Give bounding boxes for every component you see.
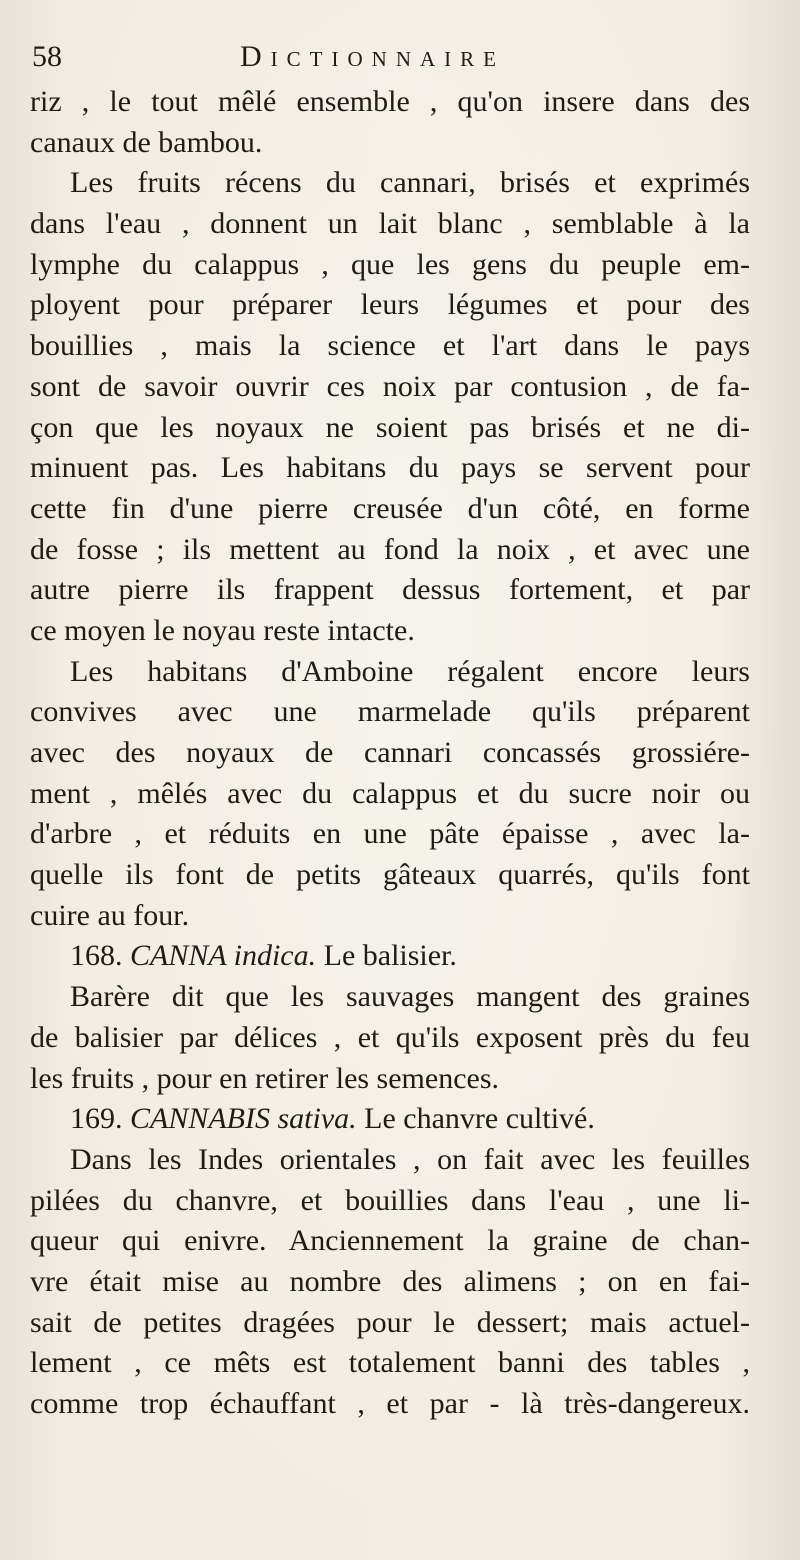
text-line: convives avec une marmelade qu'ils préparent [30,695,750,729]
body-text [30,82,750,1425]
text-line: Barère dit que les sauvages mangent des graines [70,980,750,1014]
text-line: autre pierre ils frappent dessus fortement, et par [30,573,750,607]
text-line: canaux de bambou. [30,125,263,159]
text-line: cuire au four. [30,898,190,932]
entry-heading-168 [30,936,750,977]
running-title: Dictionnaire [240,40,505,73]
latin-name: CANNABIS sativa. [130,1102,357,1136]
text-line: dans l'eau , donnent un lait blanc , semblable à la [30,207,750,241]
text-line: Les fruits récens du cannari, brisés et exprimés [70,166,750,200]
french-name: Le balisier. [323,939,457,973]
text-line: sont de savoir ouvrir ces noix par contusion , de fa- [30,369,750,403]
entry-168-text [30,977,750,1099]
text-line: Les habitans d'Amboine régalent encore leurs [70,654,750,688]
text-line: sait de petites dragées pour le dessert; mais actuel- [30,1305,750,1339]
text-line: ployent pour préparer leurs légumes et pour des [30,288,750,322]
text-line: cette fin d'une pierre creusée d'un côté, en forme [30,491,750,525]
page-header [30,34,770,84]
entry-heading-169 [30,1099,750,1140]
text-line: çon que les noyaux ne soient pas brisés et ne di- [30,410,750,444]
latin-name: CANNA indica. [130,939,317,973]
text-line: comme trop échauffant , et par - là très-dangereux. [30,1387,750,1420]
text-line: lymphe du calappus , que les gens du peuple em- [30,247,750,281]
entry-169-text [30,1140,750,1425]
text-line: vre était mise au nombre des alimens ; on en fai- [30,1264,750,1298]
entry-167-continuation [30,82,750,936]
text-line: d'arbre , et réduits en une pâte épaisse , avec la- [30,817,750,851]
text-line: bouillies , mais la science et l'art dans le pays [30,329,750,363]
text-line: quelle ils font de petits gâteaux quarrés, qu'ils font [30,858,750,892]
page-number: 58 [32,40,62,73]
text-line: riz , le tout mêlé ensemble , qu'on insere dans des [30,85,750,118]
text-line: lement , ce mêts est totalement banni des tables , [30,1346,750,1380]
text-line: queur qui enivre. Anciennement la graine de chan- [30,1224,750,1258]
text-line: de balisier par délices , et qu'ils exposent près du feu [30,1020,750,1054]
text-line: Dans les Indes orientales , on fait avec les feuilles [70,1142,750,1176]
text-line: les fruits , pour en retirer les semences. [30,1061,499,1095]
text-line: minuent pas. Les habitans du pays se servent pour [30,451,750,485]
text-line: de fosse ; ils mettent au fond la noix , et avec une [30,532,750,566]
text-line: avec des noyaux de cannari concassés grossiére- [30,736,750,769]
entry-number: 169. [70,1102,123,1136]
french-name: Le chanvre cultivé. [364,1102,595,1136]
text-line: pilées du chanvre, et bouillies dans l'eau , une li- [30,1183,750,1217]
text-line: ce moyen le noyau reste intacte. [30,613,415,647]
text-line: ment , mêlés avec du calappus et du sucre noir ou [30,776,750,810]
entry-number: 168. [70,939,123,973]
